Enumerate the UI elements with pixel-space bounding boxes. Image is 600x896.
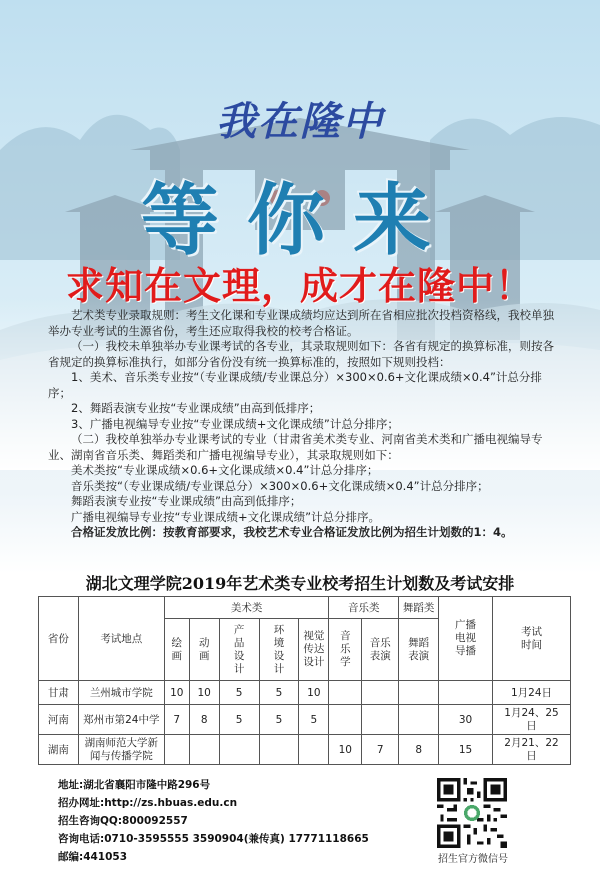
cell-value: 8 [399,735,439,765]
cell-location: 湖南师范大学新闻与传播学院 [78,735,164,765]
cell-value: 7 [164,705,189,735]
header-sub-visual: 视觉传达设计 [299,619,329,681]
header-art: 美术类 [164,597,329,619]
rule-paragraph: （一）我校未单独举办专业课考试的各专业，其录取规则如下：各省有规定的换算标准，则按各省规定的换算标准执行，如部分省份没有统一换算标准的，按照如下规则投档： [48,339,554,369]
cell-value: 5 [259,705,299,735]
certificate-ratio: 合格证发放比例：按教育部要求，我校艺术专业合格证发放比例为招生计划数的1：4。 [71,525,513,539]
qr-caption: 招生官方微信号 [438,854,508,865]
cell-value: 10 [329,735,362,765]
table-row [39,681,571,705]
cell-province: 河南 [39,705,79,735]
cell-value [189,735,219,765]
cell-value: 7 [362,735,399,765]
cell-value [399,705,439,735]
header-location: 考试地点 [78,597,164,681]
rule-paragraph: 音乐类按“（专业课成绩/专业课总分）×300×0.6+文化课成绩×0.4”计总分排序； [71,478,489,493]
header-province: 省份 [39,597,79,681]
header-sub-musicology: 音乐学 [329,619,362,681]
rule-paragraph: 艺术类专业录取规则：考生文化课和专业课成绩均应达到所在省相应批次投档资格线，我校单独举办专业考试的生源省份，考生还应取得我校的校考合格证。 [48,308,554,338]
cell-value: 5 [219,681,259,705]
header-sub-music-performance: 音乐表演 [362,619,399,681]
cell-value: 5 [299,705,329,735]
cell-value: 5 [219,705,259,735]
phone-text: 咨询电话:0710-3595555 3590904(兼传真) 17771118665 [58,833,369,845]
cell-value [362,705,399,735]
table-row [39,735,571,765]
cell-time: 1月24日 [492,681,570,705]
cell-value: 10 [164,681,189,705]
postcode-text: 邮编:441053 [58,851,128,863]
rule-paragraph: 美术类按“专业课成绩×0.6+文化课成绩×0.4”计总分排序； [71,463,379,477]
cell-value: 5 [259,681,299,705]
table-title: 湖北文理学院2019年艺术类专业校考招生计划数及考试安排 [85,574,515,593]
cell-value [164,735,189,765]
rule-paragraph: 广播电视编导专业按“专业课成绩+文化课成绩”计总分排序。 [71,509,381,524]
header-sub-dance-performance: 舞蹈表演 [399,619,439,681]
contact-info [58,776,398,866]
cell-value [299,735,329,765]
cell-value [329,705,362,735]
slogan-line-1: 我在隆中 [216,98,384,145]
header-broadcast: 广播电视导播 [439,597,493,681]
wechat-qr-code-icon [437,778,507,848]
header-sub-product: 产品设计 [219,619,259,681]
rule-paragraph: 2、舞蹈表演专业按“专业课成绩”由高到低排序； [71,401,321,415]
header-sub-environment: 环境设计 [259,619,299,681]
header-sub-animation: 动画 [189,619,219,681]
cell-value [399,681,439,705]
table-row [39,705,571,735]
cell-time: 2月21、22日 [492,735,570,765]
cell-value: 10 [299,681,329,705]
cell-value: 10 [189,681,219,705]
website-link[interactable]: 招办网址:http://zs.hbuas.edu.cn [58,797,238,809]
header-time: 考试时间 [492,597,570,681]
cell-value: 8 [189,705,219,735]
header-sub-painting: 绘画 [164,619,189,681]
slogan-line-3: 求知在文理，成才在隆中！ [65,264,534,308]
enrollment-plan-table [38,596,571,765]
cell-value [219,735,259,765]
cell-value [259,735,299,765]
admission-rules [48,308,564,541]
header-music: 音乐类 [329,597,399,619]
rule-paragraph: 3、广播电视编导专业按“专业课成绩+文化课成绩”计总分排序； [71,416,399,431]
rule-paragraph: 1、美术、音乐类专业按“（专业课成绩/专业课总分）×300×0.6+文化课成绩×0.4”计总分排序； [48,370,542,400]
cell-province: 湖南 [39,735,79,765]
cell-location: 郑州市第24中学 [78,705,164,735]
qq-text: 招生咨询QQ:800092557 [58,815,188,827]
cell-value: 15 [439,735,493,765]
cell-value [329,681,362,705]
header-dance: 舞蹈类 [399,597,439,619]
cell-value [362,681,399,705]
cell-time: 1月24、25日 [492,705,570,735]
rule-paragraph: 舞蹈表演专业按“专业课成绩”由高到低排序； [71,494,302,508]
cell-location: 兰州城市学院 [78,681,164,705]
slogan-line-2: 等你来 [140,175,459,266]
cell-value: 30 [439,705,493,735]
rule-paragraph: （二）我校单独举办专业课考试的专业（甘肃省美术类专业、河南省美术类和广播电视编导专业、湖南省音乐类、舞蹈类和广播电视编导专业），其录取规则如下： [48,432,543,462]
cell-value [439,681,493,705]
cell-province: 甘肃 [39,681,79,705]
address-text: 地址:湖北省襄阳市隆中路296号 [58,779,211,791]
